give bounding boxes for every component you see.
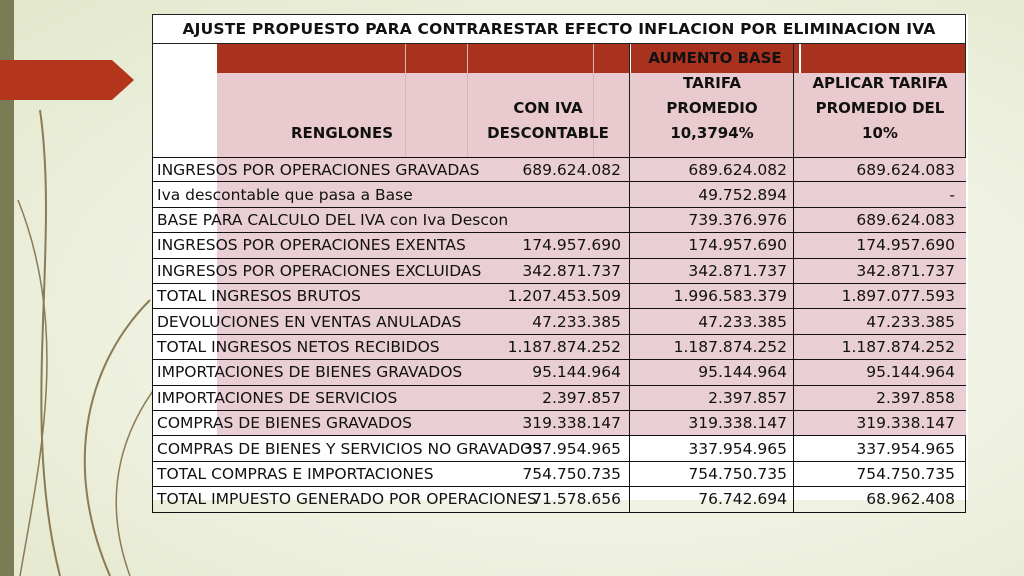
header-tarifa-l3: 10,3794% [670, 124, 754, 142]
row-label: INGRESOS POR OPERACIONES EXCLUIDAS [157, 261, 482, 280]
row-value-v2: 76.742.694 [698, 490, 787, 509]
table-row [152, 208, 966, 233]
row-value-v3: - [949, 185, 955, 204]
header-aplicar-l2: PROMEDIO DEL [815, 99, 945, 117]
row-value-v1: 337.954.965 [522, 439, 621, 458]
header-aplicar-l3: 10% [862, 124, 898, 142]
row-label: TOTAL INGRESOS BRUTOS [157, 287, 361, 306]
row-label: COMPRAS DE BIENES GRAVADOS [157, 414, 413, 433]
row-value-v1: 71.578.656 [532, 490, 621, 509]
row-value-v2: 1.996.583.379 [673, 287, 787, 306]
row-value-v1 [467, 208, 627, 232]
row-value-v2: 342.871.737 [688, 261, 787, 280]
row-value-v1 [467, 182, 627, 206]
table-row [152, 360, 966, 385]
row-value-v2: 47.233.385 [698, 312, 787, 331]
row-value-v1: 95.144.964 [532, 363, 621, 382]
table-row [152, 436, 966, 461]
header-tarifa-l1: TARIFA [683, 74, 741, 92]
table-row [152, 462, 966, 487]
row-value-v2: 49.752.894 [698, 185, 787, 204]
row-label: TOTAL INGRESOS NETOS RECIBIDOS [157, 337, 440, 356]
row-value-v3: 337.954.965 [856, 439, 955, 458]
header-red-band-right [801, 44, 965, 73]
table-header [152, 44, 966, 157]
row-label: INGRESOS POR OPERACIONES GRAVADAS [157, 160, 480, 179]
row-value-v1: 174.957.690 [522, 236, 621, 255]
row-value-v1: 1.187.874.252 [507, 337, 621, 356]
row-label: IMPORTACIONES DE BIENES GRAVADOS [157, 363, 463, 382]
row-value-v3: 1.187.874.252 [841, 337, 955, 356]
row-value-v3: 342.871.737 [856, 261, 955, 280]
table-row [152, 487, 966, 512]
row-value-v3: 2.397.858 [876, 388, 955, 407]
row-value-v1: 319.338.147 [522, 414, 621, 433]
row-value-v2: 95.144.964 [698, 363, 787, 382]
row-value-v2: 337.954.965 [688, 439, 787, 458]
table-row [152, 233, 966, 258]
table-row [152, 259, 966, 284]
row-value-v2: 174.957.690 [688, 236, 787, 255]
row-label: BASE PARA CALCULO DEL IVA con Iva Descon [157, 210, 509, 229]
row-value-v1: 2.397.857 [542, 388, 621, 407]
row-value-v1: 689.624.082 [522, 160, 621, 179]
table-row [152, 157, 966, 182]
table-row [152, 386, 966, 411]
row-value-v3: 319.338.147 [856, 414, 955, 433]
header-con-iva: CON IVA DESCONTABLE [487, 99, 609, 142]
table-row [152, 335, 966, 360]
row-value-v3: 95.144.964 [866, 363, 955, 382]
row-value-v3: 754.750.735 [856, 464, 955, 483]
header-group-label: AUMENTO BASE [648, 49, 782, 67]
table-row [152, 411, 966, 436]
header-red-band [217, 44, 629, 73]
row-label: COMPRAS DE BIENES Y SERVICIOS NO GRAVADOS [157, 439, 543, 458]
row-label: DEVOLUCIONES EN VENTAS ANULADAS [157, 312, 462, 331]
header-tarifa-l2: PROMEDIO [666, 99, 758, 117]
row-label: TOTAL IMPUESTO GENERADO POR OPERACIONES [157, 490, 537, 509]
header-aplicar-l1: APLICAR TARIFA [812, 74, 948, 92]
row-value-v2: 319.338.147 [688, 414, 787, 433]
row-value-v3: 689.624.083 [856, 210, 955, 229]
row-value-v2: 754.750.735 [688, 464, 787, 483]
row-value-v1: 47.233.385 [532, 312, 621, 331]
table-row [152, 182, 966, 207]
table-row [152, 309, 966, 334]
row-value-v1: 342.871.737 [522, 261, 621, 280]
row-value-v3: 68.962.408 [866, 490, 955, 509]
row-label: Iva descontable que pasa a Base [157, 185, 413, 204]
row-label: IMPORTACIONES DE SERVICIOS [157, 388, 398, 407]
row-value-v3: 689.624.083 [856, 160, 955, 179]
row-value-v2: 2.397.857 [708, 388, 787, 407]
table-row [152, 284, 966, 309]
row-value-v3: 47.233.385 [866, 312, 955, 331]
row-value-v3: 1.897.077.593 [841, 287, 955, 306]
row-value-v3: 174.957.690 [856, 236, 955, 255]
arrow-tab-icon [0, 60, 134, 100]
spreadsheet [152, 14, 968, 509]
row-label: INGRESOS POR OPERACIONES EXENTAS [157, 236, 466, 255]
header-renglones: RENGLONES [290, 124, 394, 142]
row-value-v2: 1.187.874.252 [673, 337, 787, 356]
row-value-v1: 1.207.453.509 [507, 287, 621, 306]
row-label: TOTAL COMPRAS E IMPORTACIONES [157, 464, 434, 483]
table-title: AJUSTE PROPUESTO PARA CONTRARESTAR EFECTO INFLACION POR ELIMINACION IVA [152, 14, 966, 44]
row-value-v2: 739.376.976 [688, 210, 787, 229]
row-value-v1: 754.750.735 [522, 464, 621, 483]
row-value-v2: 689.624.082 [688, 160, 787, 179]
